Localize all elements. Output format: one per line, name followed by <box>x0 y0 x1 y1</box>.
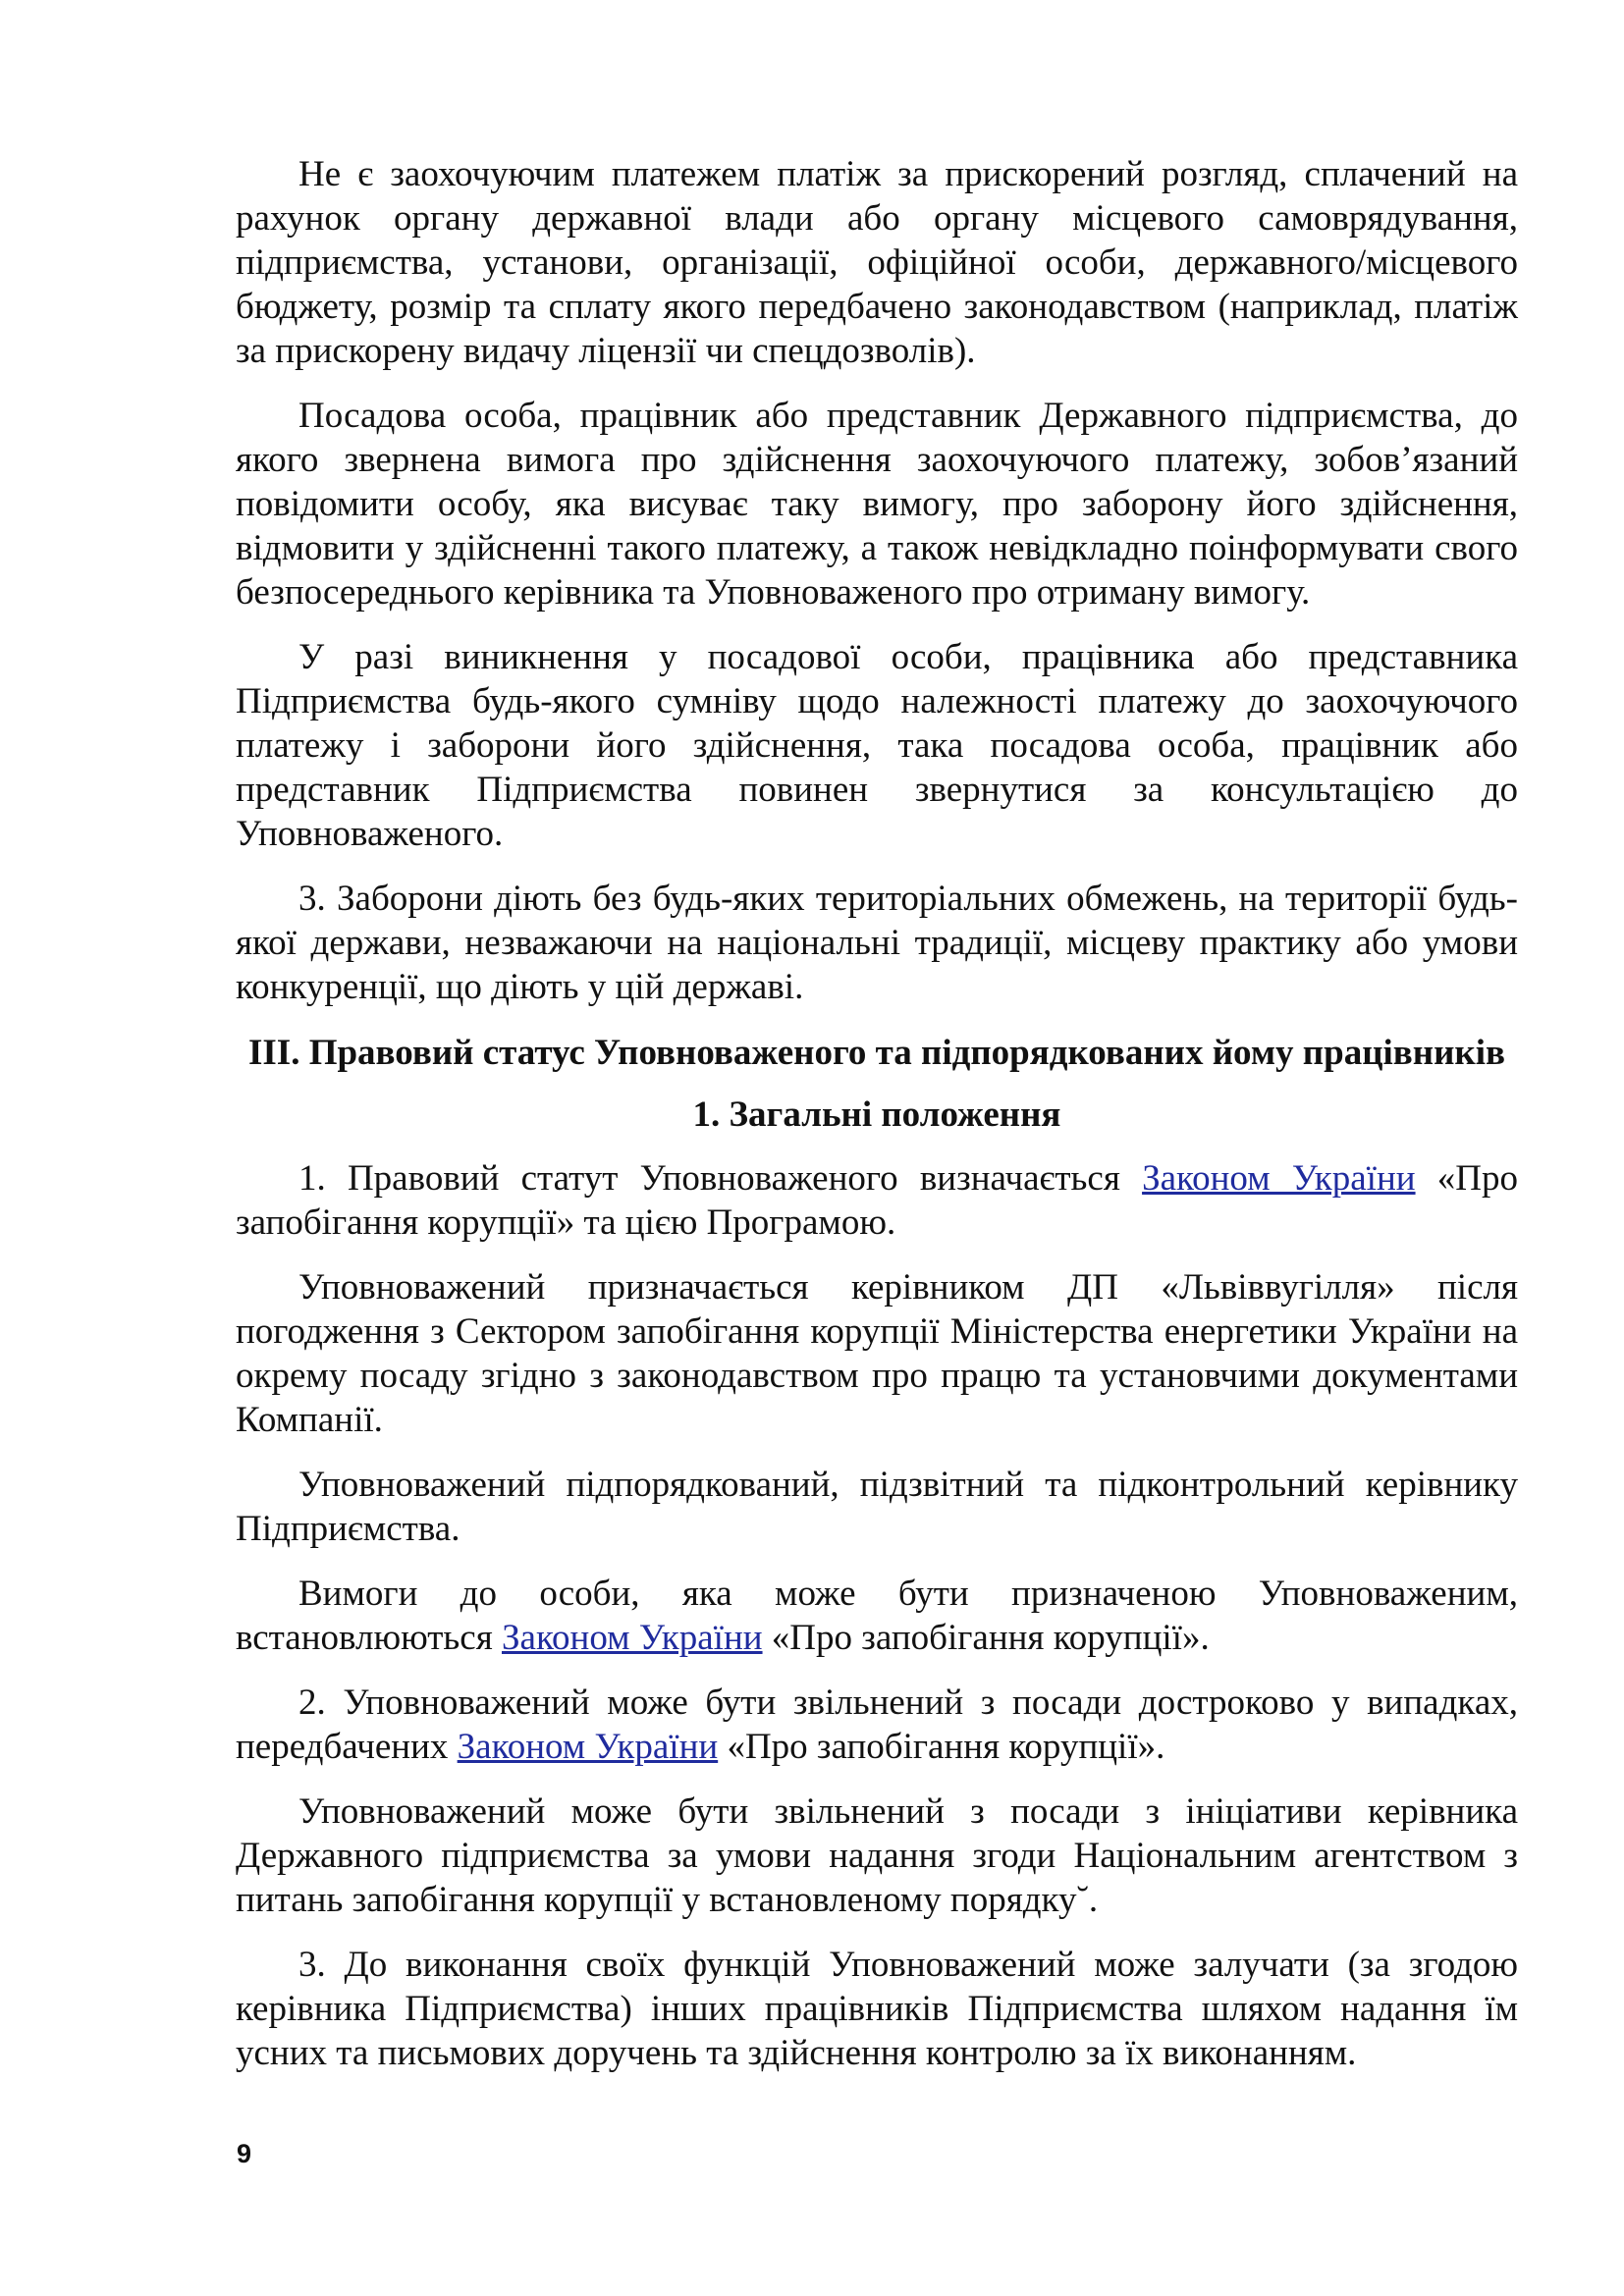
section-heading: III. Правовий статус Уповноваженого та підпорядкованих йому працівників <box>248 1033 1505 1073</box>
paragraph-facilitation-payment-exception: Не є заохочуючим платежем платіж за прискорений розгляд, сплачений на рахунок органу державної влади або органу місцевого самоврядування, підприємства, установи, організації, офіційної особи, державного/місцевого бюджету, розмір та сплату якого передбачено законодавством (наприклад, платіж за прискорену видачу ліцензії чи спецдозволів). <box>236 154 1518 371</box>
document-page <box>236 152 1518 2096</box>
text-segment: 1. Правовий статут Уповноваженого визначається <box>298 1158 1143 1199</box>
text-segment: «Про запобігання корупції». <box>718 1727 1165 1767</box>
law-link[interactable]: Законом України <box>457 1727 719 1767</box>
paragraph-doubt-consultation: У разі виникнення у посадової особи, працівника або представника Підприємства будь-якого сумніву щодо належності платежу до заохочуючого платежу і заборони його здійснення, така посадова особа, працівник або представник Підприємства повинен звернутися за консультацією до Уповноваженого. <box>236 637 1518 854</box>
paragraph-subordination: Уповноважений підпорядкований, підзвітний та підконтрольний керівнику Підприємства. <box>236 1465 1518 1549</box>
paragraph-legal-status <box>236 1156 1518 1245</box>
law-link[interactable]: Законом України <box>1142 1158 1416 1199</box>
text-segment: «Про запобігання корупції». <box>762 1618 1210 1658</box>
paragraph-payment-demand-duty: Посадова особа, працівник або представник Державного підприємства, до якого звернена вимога про здійснення заохочуючого платежу, зобов’язаний повідомити особу, яка висуває таку вимогу, про заборону його здійснення, відмовити у здійсненні такого платежу, а також невідкладно поінформувати свого безпосереднього керівника та Уповноваженого про отриману вимогу. <box>236 396 1518 613</box>
paragraph-territorial-scope: 3. Заборони діють без будь-яких територіальних обмежень, на території будь-якої держави, незважаючи на національні традиції, місцеву практику або умови конкуренції, що діють у цій державі. <box>236 879 1518 1007</box>
paragraph-requirements <box>236 1572 1518 1660</box>
paragraph-dismissal-initiative: Уповноважений може бути звільнений з посади з ініціативи керівника Державного підприємства за умови надання згоди Національним агентством з питань запобігання корупції у встановленому порядку˘. <box>236 1791 1518 1920</box>
paragraph-appointment: Уповноважений призначається керівником ДП «Львіввугілля» після погодження з Сектором запобігання корупції Міністерства енергетики України на окрему посаду згідно з законодавством про працю та установчими документами Компанії. <box>236 1267 1518 1440</box>
subsection-heading: 1. Загальні положення <box>692 1095 1061 1135</box>
text-segment: Вимоги до особи, яка може бути призначеною Уповноваженим, встановлюються <box>236 1574 1518 1658</box>
paragraph-involvement-of-staff: 3. До виконання своїх функцій Уповноважений може залучати (за згодою керівника Підприємства) інших працівників Підприємства шляхом надання їм усних та письмових доручень та здійснення контролю за їх виконанням. <box>236 1945 1518 2073</box>
law-link[interactable]: Законом України <box>502 1618 763 1658</box>
text-segment: 2. Уповноважений може бути звільнений з посади достроково у випадках, передбачених <box>236 1682 1518 1767</box>
page-number: 9 <box>237 2139 252 2168</box>
paragraph-early-dismissal <box>236 1681 1518 1769</box>
text-segment: «Про запобігання корупції» та цією Програмою. <box>236 1158 1518 1243</box>
